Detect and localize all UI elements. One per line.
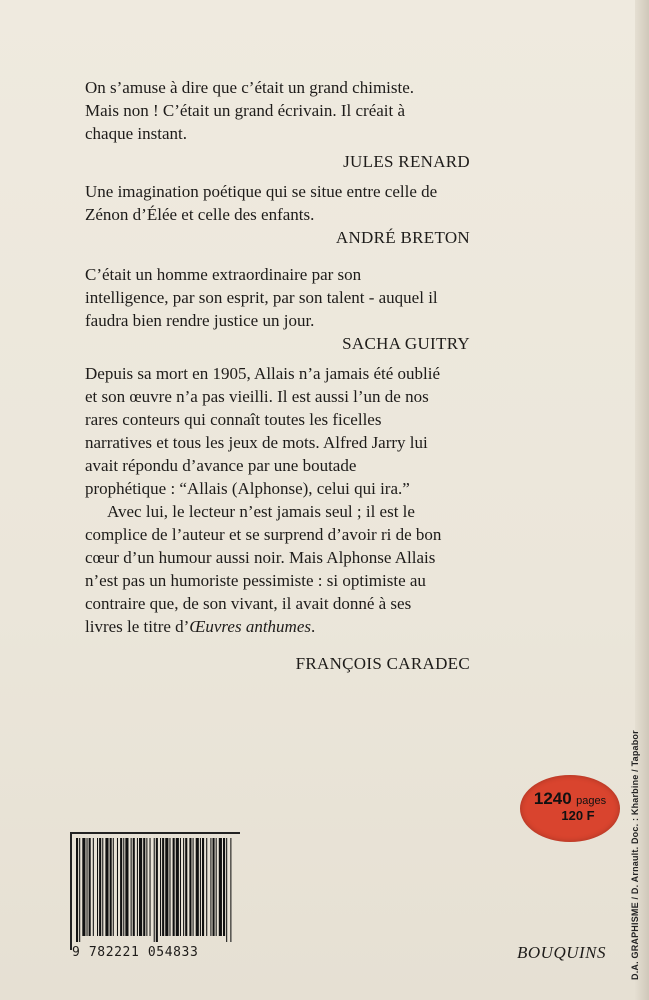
essay-line: complice de l’auteur et se surprend d’avoir ri de bon [85,525,442,544]
barcode-bar [113,838,114,936]
quote-line: chaque instant. [85,124,187,143]
barcode-bar [110,838,112,936]
quote-line: intelligence, par son esprit, par son talent - auquel il [85,288,438,307]
barcode-bar [173,838,175,936]
essay-line: prophétique : “Allais (Alphonse), celui qui ira.” [85,479,410,498]
barcode-bar [89,838,91,936]
barcode-bar [193,838,194,936]
quote-line: On s’amuse à dire que c’était un grand chimiste. [85,78,415,97]
barcode-bar [99,838,101,936]
barcode-bar [219,838,222,936]
essay-line: Avec lui, le lecteur n’est jamais seul ; il est le [107,502,415,521]
book-title-italic: Œuvres anthumes [189,617,311,636]
barcode-bar [230,838,231,942]
barcode-bar [87,838,88,936]
price-badge [520,775,620,842]
barcode-bar [226,838,227,942]
quote-author: JULES RENARD [343,152,470,171]
barcode-bar [196,838,199,936]
quote-line: Zénon d’Élée et celle des enfants. [85,205,315,224]
barcode-bar [97,838,98,936]
barcode-bar [165,838,168,936]
barcode-bar [176,838,179,936]
barcode-bar [150,838,151,936]
barcode-bar [154,838,155,942]
barcode-bar [131,838,132,936]
quote-author: FRANÇOIS CARADEC [295,654,470,673]
barcode-bar [213,838,215,936]
quote-line: Une imagination poétique qui se situe entre celle de [85,182,438,201]
design-credits: D.A. GRAPHISME / D. Arnault. Doc. : Kharbine / Tapabor [630,730,640,980]
barcode-bar [82,838,85,936]
barcode-bar [200,838,201,936]
essay-line: n’est pas un humoriste pessimiste : si optimiste au [85,571,426,590]
barcode-bar [206,838,207,936]
barcode-bars [76,838,234,942]
quote-line: faudra bien rendre justice un jour. [85,311,315,330]
essay-text: livres le titre d’ [85,617,190,636]
barcode-bar [216,838,217,936]
quote-line: Mais non ! C’était un grand écrivain. Il créait à [85,101,406,120]
essay-line: narratives et tous les jeux de mots. Alfred Jarry lui [85,433,428,452]
barcode-bar [133,838,135,936]
barcode-bar [210,838,211,936]
essay-paragraph-1 [85,362,470,500]
essay-line: et son œuvre n’a pas vieilli. Il est aussi l’un de nos [85,387,429,406]
barcode-bar [76,838,78,942]
barcode-bar [185,838,187,936]
barcode-bar [143,838,145,936]
page-count-label: pages [576,795,607,807]
quote-andre-breton [85,180,470,249]
barcode-bar [139,838,142,936]
essay-line: Depuis sa mort en 1905, Allais n’a jamais été oublié [85,364,441,383]
barcode-bar [137,838,138,936]
barcode-bar [156,838,158,942]
essay-francois-caradec [85,362,470,675]
barcode-bar [123,838,124,936]
barcode-bar [202,838,204,936]
barcode-bar [162,838,164,936]
barcode-bar [125,838,128,936]
barcode-bar [146,838,147,936]
isbn-barcode [70,832,240,966]
barcode-bar [120,838,122,936]
barcode-bar [117,838,118,936]
quote-author: SACHA GUITRY [342,334,470,353]
quote-sacha-guitry [85,263,470,355]
quote-jules-renard [85,76,470,173]
barcode-bar [180,838,181,936]
barcode-bar [102,838,103,936]
barcode-bar [183,838,184,936]
quote-author: ANDRÉ BRETON [335,228,470,247]
essay-text: . [310,617,316,636]
essay-paragraph-2 [85,500,470,638]
price-amount: 120 F [561,808,595,823]
barcode-bar [79,838,80,942]
essay-line-last [85,615,470,638]
page-count-number: 1240 [533,789,572,808]
barcode-bar [169,838,170,936]
essay-line: rares conteurs qui connaît toutes les ficelles [85,410,382,429]
essay-line: contraire que, de son vivant, il avait donné à ses [85,594,412,613]
isbn-number: 9 782221 054833 [72,945,199,960]
barcode-bar [93,838,94,936]
barcode-bar [223,838,225,936]
quote-line: C’était un homme extraordinaire par son [85,265,362,284]
publisher-logo: BOUQUINS [517,943,606,962]
essay-line: cœur d’un humour aussi noir. Mais Alphonse Allais [85,548,436,567]
essay-line: avait répondu d’avance par une boutade [85,456,357,475]
barcode-bar [160,838,161,936]
barcode-bar [189,838,191,936]
barcode-bar [105,838,108,936]
page-count [520,789,620,809]
